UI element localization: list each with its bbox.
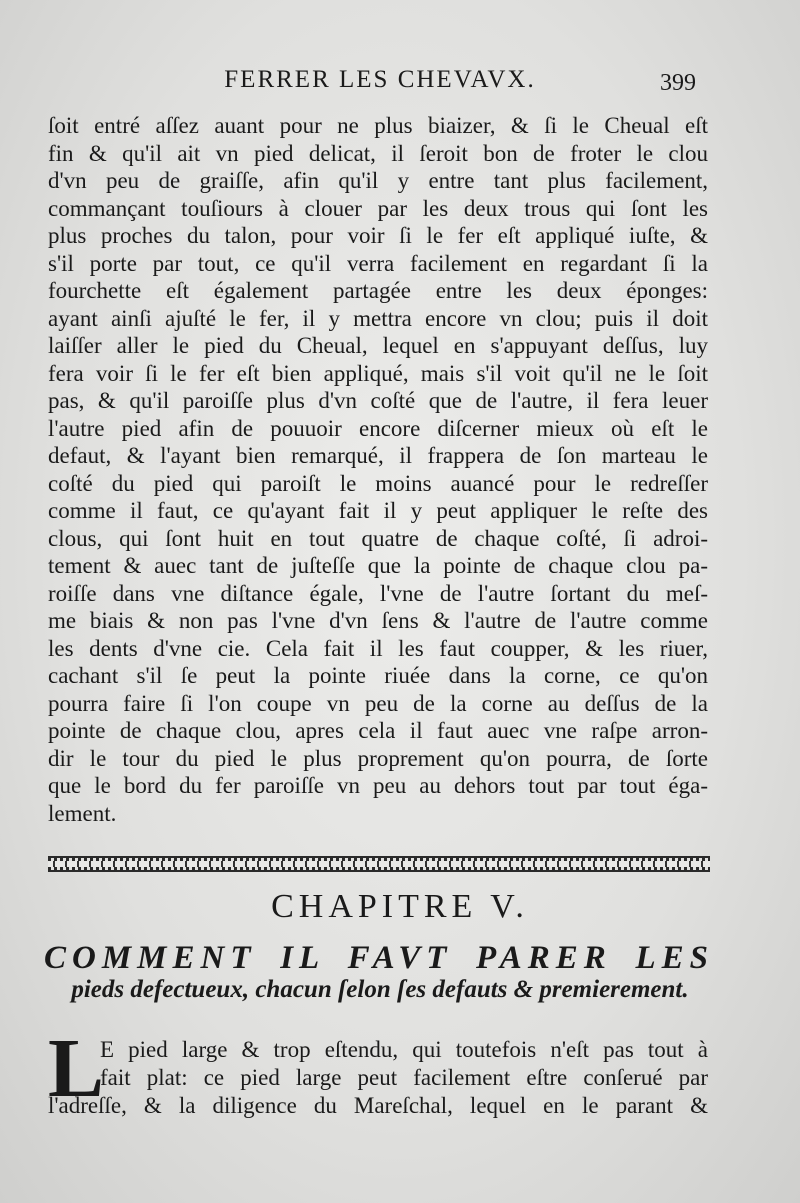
text-line: ayant ainſi ajuſté le fer, il y mettra encore vn clou; puis il doit <box>48 305 708 331</box>
text-line: s'il porte par tout, ce qu'il verra facilement en regardant ſi la <box>48 250 708 276</box>
ornament-pattern <box>48 861 710 867</box>
body-paragraph <box>48 112 708 827</box>
text-line: pourra faire ſi l'on coupe vn peu de la corne au deſſus de la <box>48 690 708 716</box>
text-line: d'vn peu de graiſſe, afin qu'il y entre tant plus facilement, <box>48 168 708 193</box>
text-line: fourchette eſt également partagée entre les deux éponges: <box>48 278 708 303</box>
text-line: coſté du pied qui paroiſt le moins auancé pour le redreſſer <box>48 470 708 496</box>
text-line: lement. <box>48 800 117 826</box>
text-line: pas, & qu'il paroiſſe plus d'vn coſté que de l'autre, il fera leuer <box>48 388 708 413</box>
text-line: laiſſer aller le pied du Cheual, lequel en s'appuyant deſſus, luy <box>48 333 708 358</box>
text-line: ſoit entré aſſez auant pour ne plus biaizer, & ſi le Cheual eſt <box>48 113 708 138</box>
text-line: fera voir ſi le fer eſt bien appliqué, mais s'il voit qu'il ne le ſoit <box>48 360 708 386</box>
chapter-title: CHAPITRE V. <box>271 888 529 925</box>
text-line: fait plat: ce pied large peut facilement eſtre conſerué par <box>100 1065 708 1090</box>
text-line: l'adreſſe, & la diligence du Mareſchal, lequel en le parant & <box>48 1093 708 1118</box>
running-head: FERRER LES CHEVAVX. <box>224 66 536 93</box>
text-line: cachant s'il ſe peut la pointe riuée dans la corne, ce qu'on <box>48 663 708 688</box>
text-line: defaut, & l'ayant bien remarqué, il frappera de ſon marteau le <box>48 443 708 468</box>
text-line: les dents d'vne cie. Cela fait il les faut coupper, & les riuer, <box>48 635 708 661</box>
text-line: dir le tour du pied le plus proprement qu'on pourra, de ſorte <box>48 745 708 771</box>
text-line: que le bord du fer paroiſſe vn peu au dehors tout par tout éga- <box>48 773 708 798</box>
text-line: me biais & non pas l'vne d'vn ſens & l'autre de l'autre comme <box>48 608 708 633</box>
text-line: tement & auec tant de juſteſſe que la pointe de chaque clou pa- <box>48 553 708 578</box>
text-line: pointe de chaque clou, apres cela il faut auec vne raſpe arron- <box>48 718 708 743</box>
drop-cap: L <box>48 1022 105 1115</box>
text-line: E pied large & trop eſtendu, qui toutefois n'eſt pas tout à <box>100 1037 708 1062</box>
text-line: clous, qui ſont huit en tout quatre de chaque coſté, ſi adroi- <box>48 525 708 551</box>
section-heading: COMMENT IL FAVT PARER LES <box>44 940 714 976</box>
chapter-paragraph <box>48 1022 708 1120</box>
text-line: fin & qu'il ait vn pied delicat, il ſeroit bon de froter le clou <box>48 140 708 166</box>
ornamental-divider <box>48 856 710 872</box>
text-line: comme il faut, ce qu'ayant fait il y peut appliquer le reſte des <box>48 498 708 523</box>
text-line: plus proches du talon, pour voir ſi le fer eſt appliqué iuſte, & <box>48 223 708 248</box>
section-subheading: pieds defectueux, chacun ſelon ſes defauts & premierement. <box>71 976 689 1003</box>
page-number: 399 <box>660 70 696 96</box>
text-line: commançant touſiours à clouer par les deux trous qui ſont les <box>48 195 708 221</box>
text-line: roiſſe dans vne diſtance égale, l'vne de l'autre ſortant du meſ- <box>48 580 708 606</box>
text-line: l'autre pied afin de pouuoir encore diſcerner mieux où eſt le <box>48 415 708 441</box>
